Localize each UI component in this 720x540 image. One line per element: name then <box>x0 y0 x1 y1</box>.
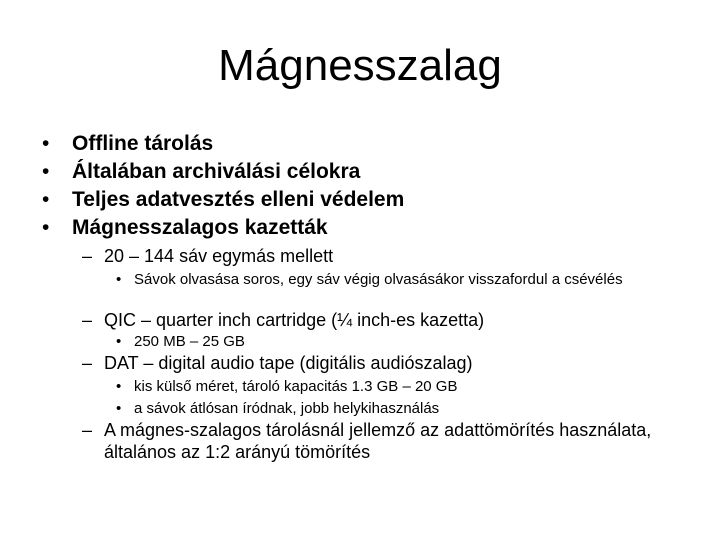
sub-item-text: 20 – 144 sáv egymás mellett <box>104 246 334 266</box>
sub-item-marker: – <box>82 246 93 266</box>
sub-item-marker: – <box>82 310 93 330</box>
detail-marker: • <box>116 333 122 350</box>
sub-item-text: DAT – digital audio tape (digitális audiószalag) <box>104 353 473 373</box>
slide-title: Mágnesszalag <box>218 41 502 90</box>
bullet-marker: • <box>42 188 50 211</box>
detail-text: Sávok olvasása soros, egy sáv végig olvasásákor visszafordul a csévélés <box>134 271 623 288</box>
sub-item-text: QIC – quarter inch cartridge (¼ inch-es kazetta) <box>104 310 485 330</box>
detail-marker: • <box>116 378 122 395</box>
bullet-text: Általában archiválási célokra <box>72 160 361 183</box>
detail-marker: • <box>116 400 122 417</box>
bullet-text: Teljes adatvesztés elleni védelem <box>72 188 405 211</box>
bullet-text: Offline tárolás <box>72 132 214 155</box>
detail-text: a sávok átlósan íródnak, jobb helykihasználás <box>134 400 440 417</box>
detail-text: kis külső méret, tároló kapacitás 1.3 GB – 20 GB <box>134 378 458 395</box>
sub-item-marker: – <box>82 353 93 373</box>
bullet-text: Mágnesszalagos kazetták <box>72 216 328 239</box>
bullet-marker: • <box>42 132 50 155</box>
sub-item-marker: – <box>82 420 93 440</box>
detail-text: 250 MB – 25 GB <box>134 333 245 350</box>
bullet-marker: • <box>42 160 50 183</box>
sub-item-text: A mágnes-szalagos tárolásnál jellemző az adattömörítés használata, általános az 1:2 arányú tömörítés <box>104 420 652 462</box>
bullet-marker: • <box>42 216 50 239</box>
detail-marker: • <box>116 271 122 288</box>
